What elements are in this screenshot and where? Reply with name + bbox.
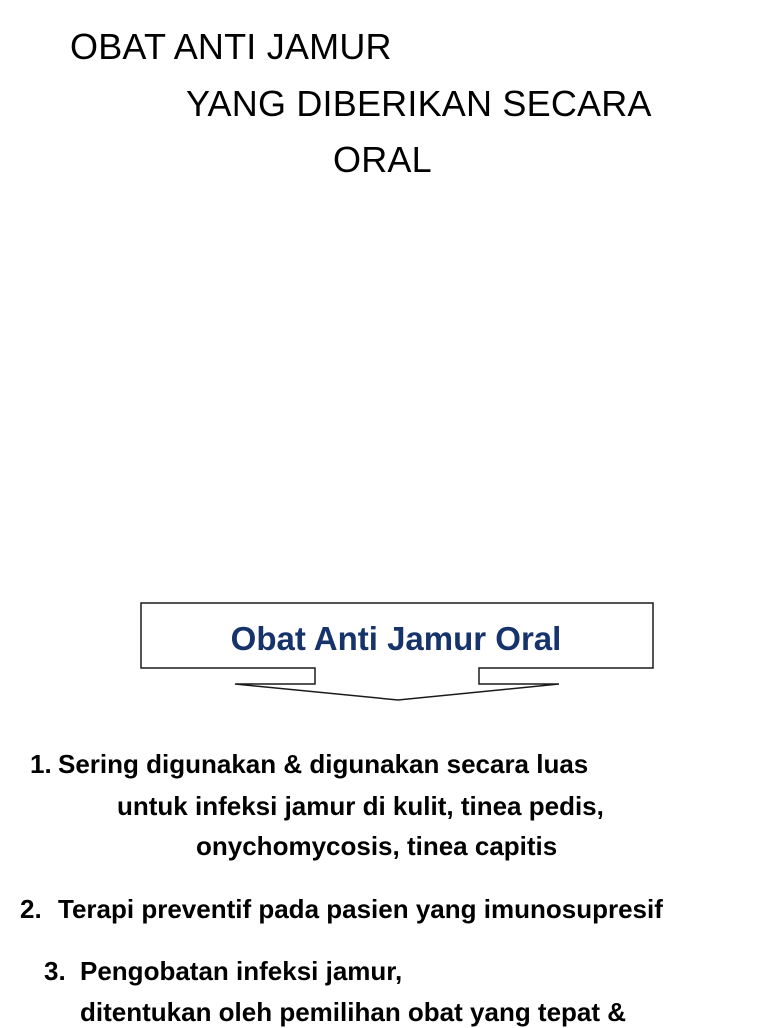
callout-label: Obat Anti Jamur Oral: [230, 620, 562, 657]
list-item-3-number: 3.: [44, 956, 66, 986]
slide-title-line-2: YANG DIBERIKAN SECARA: [186, 83, 652, 124]
list-item-3-line-1: Pengobatan infeksi jamur,: [80, 956, 403, 986]
list-item-2-number: 2.: [20, 894, 42, 924]
slide-title-line-3: ORAL: [333, 139, 432, 180]
list-item-1-number: 1.: [30, 749, 52, 779]
slide-title-line-1: OBAT ANTI JAMUR: [70, 26, 392, 67]
list-item-3-line-2: ditentukan oleh pemilihan obat yang tepat &: [80, 997, 627, 1027]
list-item-1-line-3: onychomycosis, tinea capitis: [196, 831, 558, 861]
callout-arrow-box: [140, 602, 656, 702]
list-item-2-line-1: Terapi preventif pada pasien yang imunosupresif: [58, 894, 663, 924]
list-item-1-line-1: Sering digunakan & digunakan secara luas: [58, 749, 589, 779]
list-item-1-line-2: untuk infeksi jamur di kulit, tinea pedis,: [117, 791, 604, 821]
